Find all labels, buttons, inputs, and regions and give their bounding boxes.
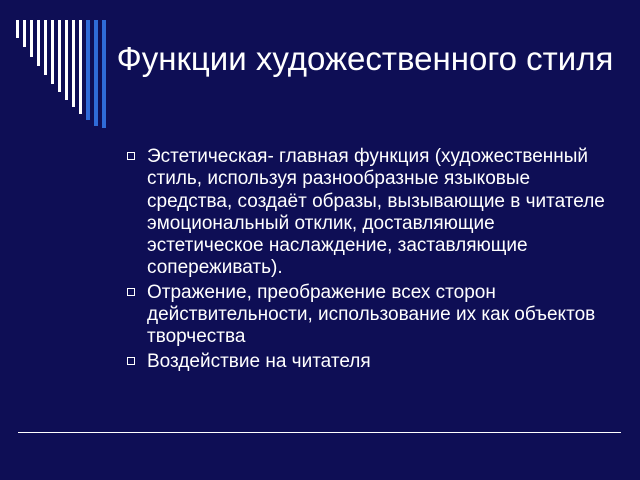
bullet-text: Эстетическая- главная функция (художественный стиль, используя разнообразные языковые средства, создаёт образы, вызывающие в читателе эмоциональный отклик, доставляющие эстетическое наслаждение, заставляющие сопереживать). [147, 146, 605, 279]
bullet-text: Отражение, преображение всех сторон действительности, использование их как объектов творчества [147, 281, 596, 348]
bullet-item [122, 282, 612, 349]
footer-divider [18, 432, 621, 433]
hollow-square-icon [127, 357, 135, 365]
slide-title: Функции художественного стиля [116, 40, 614, 77]
hollow-square-icon [127, 288, 135, 296]
bullet-text: Воздействие на читателя [147, 350, 371, 372]
bullet-item [122, 146, 612, 280]
hollow-square-icon [127, 152, 135, 160]
bullet-item [122, 351, 612, 373]
bullet-list [122, 146, 612, 375]
vertical-stripes-icon [16, 20, 106, 130]
